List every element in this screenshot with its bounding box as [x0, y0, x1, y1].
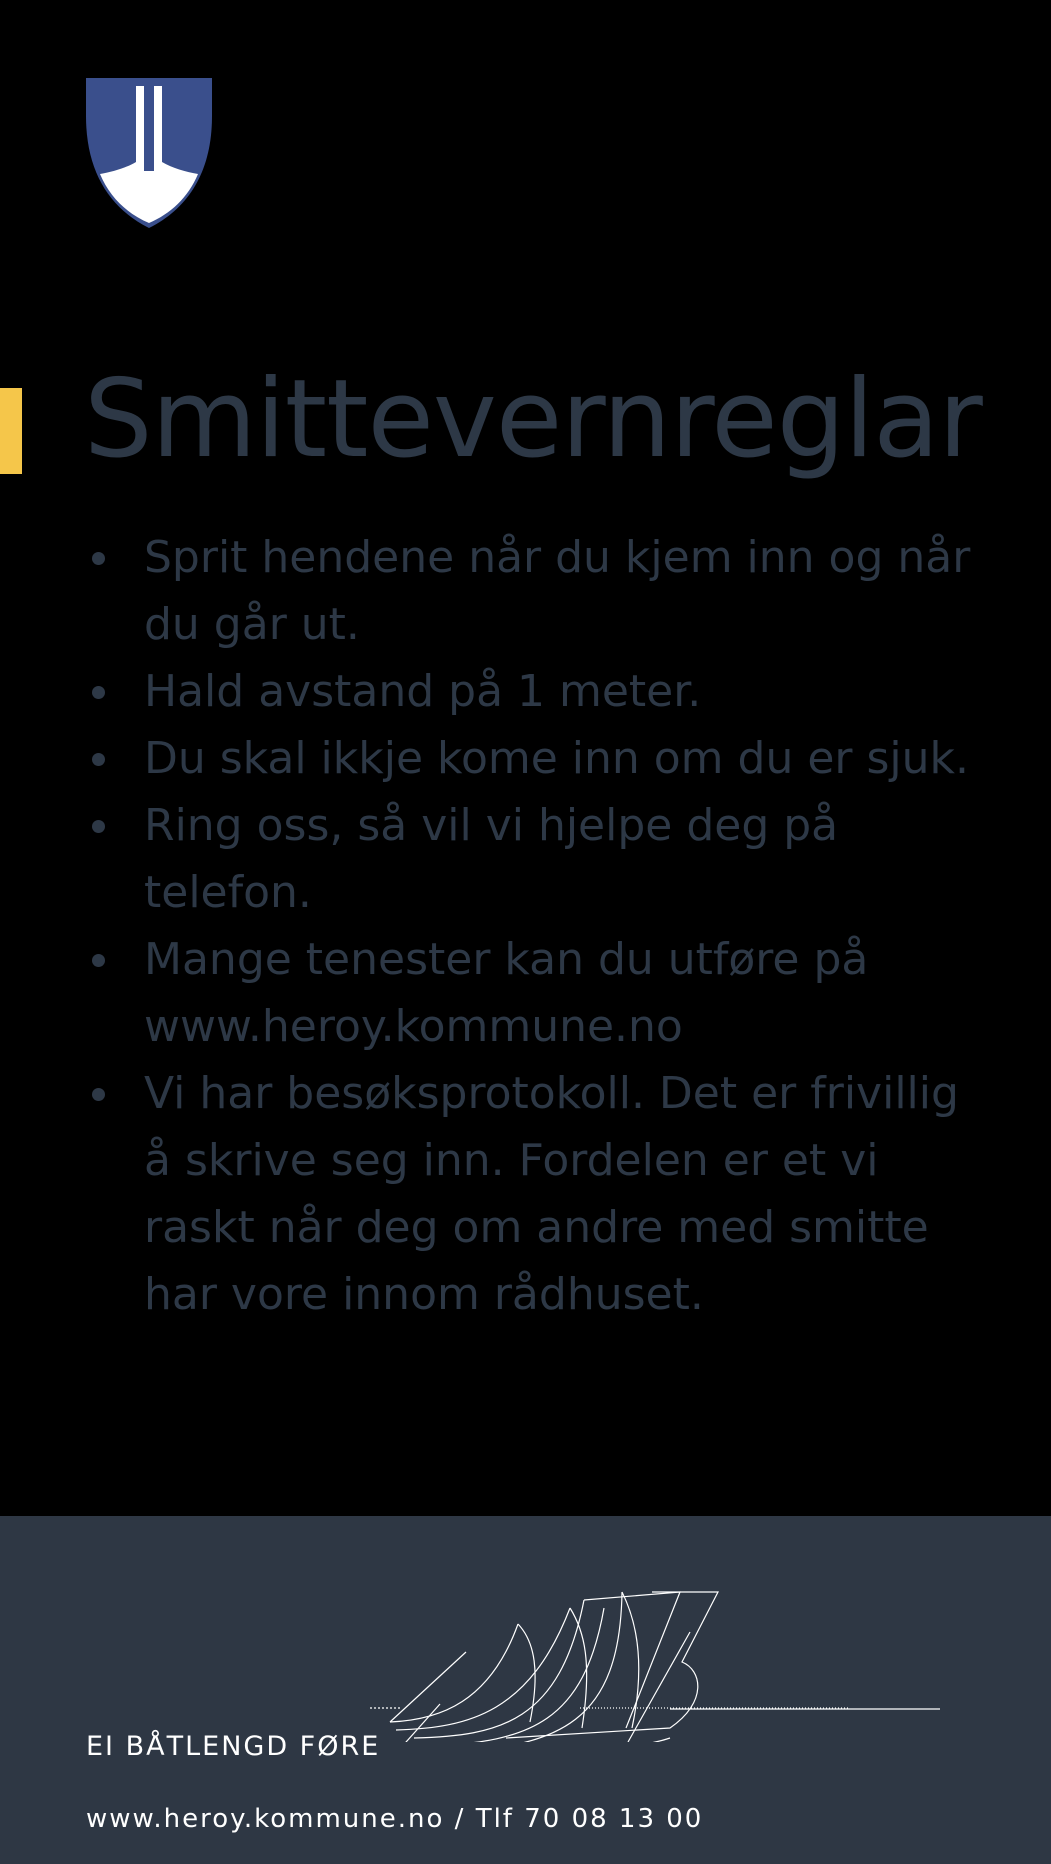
rule-text: Sprit hendene når du kjem inn og når du går ut.: [144, 532, 971, 650]
rule-text: Du skal ikkje kome inn om du er sjuk.: [144, 733, 969, 784]
list-item: [84, 658, 984, 725]
coat-of-arms-icon: [84, 76, 214, 230]
rule-text: Hald avstand på 1 meter.: [144, 666, 702, 717]
rule-text: Ring oss, så vil vi hjelpe deg på telefon.: [144, 800, 839, 918]
bullet-icon: [92, 1088, 105, 1101]
bullet-icon: [92, 820, 105, 833]
list-item: [84, 1060, 984, 1328]
list-item: [84, 725, 984, 792]
contact-info: www.heroy.kommune.no / Tlf 70 08 13 00: [86, 1804, 704, 1834]
slogan: EI BÅTLENGD FØRE: [86, 1731, 381, 1762]
boat-line-art-icon: [370, 1552, 950, 1742]
list-item: [84, 524, 984, 658]
footer: [0, 1516, 1051, 1864]
accent-bar: [0, 388, 22, 474]
bullet-icon: [92, 753, 105, 766]
bullet-icon: [92, 686, 105, 699]
list-item: [84, 926, 984, 1060]
rule-text: Vi har besøksprotokoll. Det er frivillig å skrive seg inn. Fordelen er et vi raskt når deg om andre med smitte har vore innom rådhuset.: [144, 1068, 959, 1320]
list-item: [84, 792, 984, 926]
bullet-icon: [92, 552, 105, 565]
rule-text: Mange tenester kan du utføre på www.heroy.kommune.no: [144, 934, 869, 1052]
page-title: Smittevernreglar: [84, 357, 982, 482]
rules-list: [84, 524, 984, 1328]
bullet-icon: [92, 954, 105, 967]
